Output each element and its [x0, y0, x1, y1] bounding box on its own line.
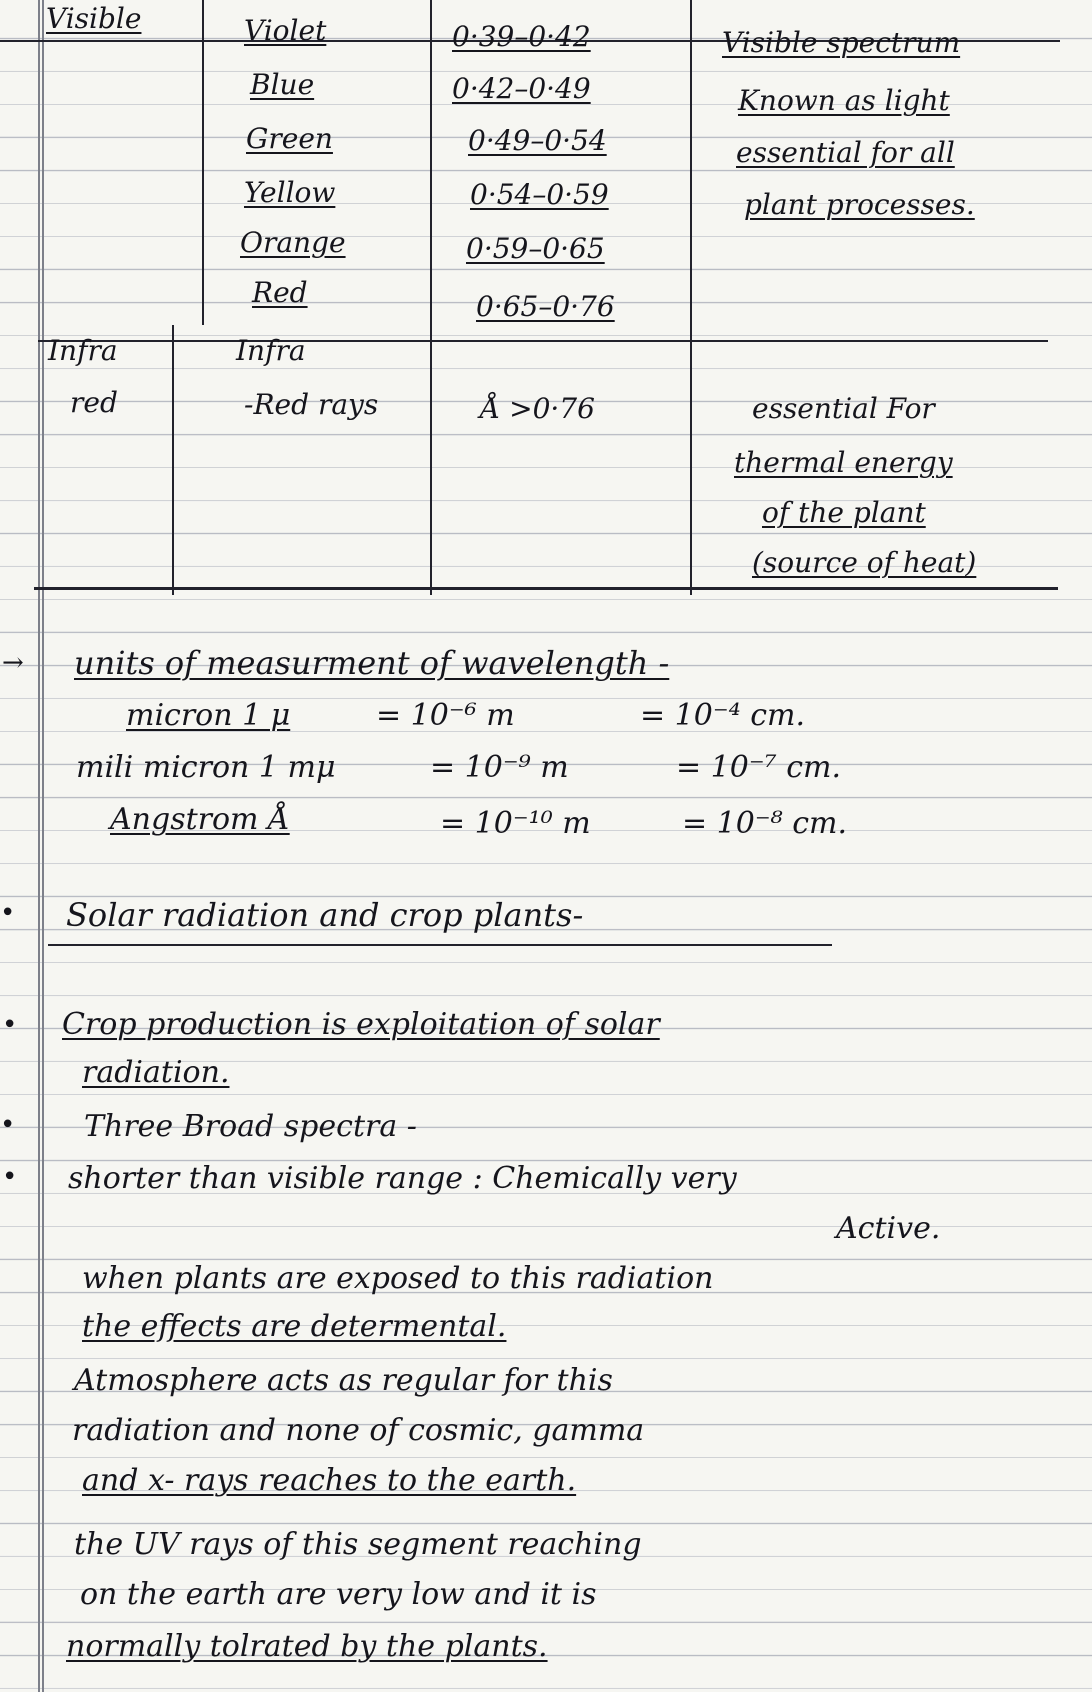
- margin-line: [42, 0, 44, 1692]
- range-cell: 0·65–0·76: [476, 290, 615, 323]
- bullet-dot: •: [0, 1110, 16, 1140]
- table-column-line: [172, 325, 174, 595]
- note-line: radiation and none of cosmic, gamma: [72, 1413, 645, 1448]
- unit-cm: = 10⁻⁷ cm.: [676, 750, 842, 785]
- units-heading: units of measurment of wavelength -: [74, 644, 670, 682]
- unit-metres: = 10⁻⁶ m: [376, 698, 515, 733]
- note-line: when plants are exposed to this radiation: [82, 1261, 714, 1296]
- unit-name: Angstrom Å: [110, 802, 290, 837]
- note-line: on the earth are very low and it is: [80, 1577, 597, 1612]
- note-line: the UV rays of this segment reaching: [74, 1527, 642, 1562]
- range-cell: 0·59–0·65: [466, 232, 605, 265]
- note-line: radiation.: [82, 1055, 230, 1090]
- unit-cm: = 10⁻⁸ cm.: [682, 806, 848, 841]
- colour-cell: Orange: [240, 226, 346, 259]
- remark-cell: Visible spectrum: [722, 26, 961, 59]
- colour-cell: Blue: [250, 68, 315, 101]
- colour-cell: Yellow: [244, 176, 336, 209]
- remark-cell: plant processes.: [744, 188, 975, 221]
- bullet-dot: •: [2, 1162, 18, 1192]
- table-column-line: [690, 0, 692, 595]
- colour-cell: -Red rays: [244, 388, 379, 421]
- table-bottom-line: [34, 587, 1058, 590]
- unit-cm: = 10⁻⁴ cm.: [640, 698, 806, 733]
- unit-metres: = 10⁻⁹ m: [430, 750, 569, 785]
- unit-name: mili micron 1 mμ: [76, 750, 336, 785]
- note-line: Three Broad spectra -: [84, 1109, 417, 1144]
- table-column-line: [430, 0, 432, 595]
- remark-cell: (source of heat): [752, 546, 977, 579]
- region-cell: red: [70, 386, 118, 419]
- remark-cell: essential for all: [736, 136, 955, 169]
- colour-cell: Green: [246, 122, 333, 155]
- arrow-icon: →: [2, 648, 24, 678]
- unit-metres: = 10⁻¹⁰ m: [440, 806, 591, 841]
- remark-cell: Known as light: [738, 84, 950, 117]
- section-heading-underline: [48, 944, 832, 946]
- range-cell: 0·54–0·59: [470, 178, 609, 211]
- range-cell: 0·42–0·49: [452, 72, 591, 105]
- remark-cell: of the plant: [762, 496, 926, 529]
- remark-cell: thermal energy: [734, 446, 953, 479]
- note-line: shorter than visible range : Chemically very: [68, 1161, 737, 1196]
- colour-cell: Infra: [236, 334, 306, 367]
- bullet-dot: •: [2, 1010, 18, 1040]
- range-cell: 0·49–0·54: [468, 124, 607, 157]
- note-line: the effects are determental.: [82, 1309, 507, 1344]
- note-line: Crop production is exploitation of solar: [62, 1007, 660, 1042]
- note-line: normally tolrated by the plants.: [66, 1629, 548, 1664]
- section-heading: Solar radiation and crop plants-: [66, 896, 584, 934]
- unit-name: micron 1 μ: [126, 698, 291, 733]
- bullet-dot: •: [0, 898, 16, 928]
- colour-cell: Violet: [244, 14, 327, 47]
- range-cell: 0·39–0·42: [452, 20, 591, 53]
- region-cell: Visible: [46, 2, 142, 35]
- note-line: and x- rays reaches to the earth.: [82, 1463, 577, 1498]
- colour-cell: Red: [252, 276, 308, 309]
- note-line: Atmosphere acts as regular for this: [74, 1363, 613, 1398]
- range-cell: Å >0·76: [480, 392, 595, 425]
- margin-line: [38, 0, 40, 1692]
- region-cell: Infra: [48, 334, 118, 367]
- table-row-line: [38, 340, 1048, 342]
- remark-cell: essential For: [752, 392, 935, 425]
- note-line: Active.: [836, 1211, 941, 1246]
- table-column-line: [202, 0, 204, 325]
